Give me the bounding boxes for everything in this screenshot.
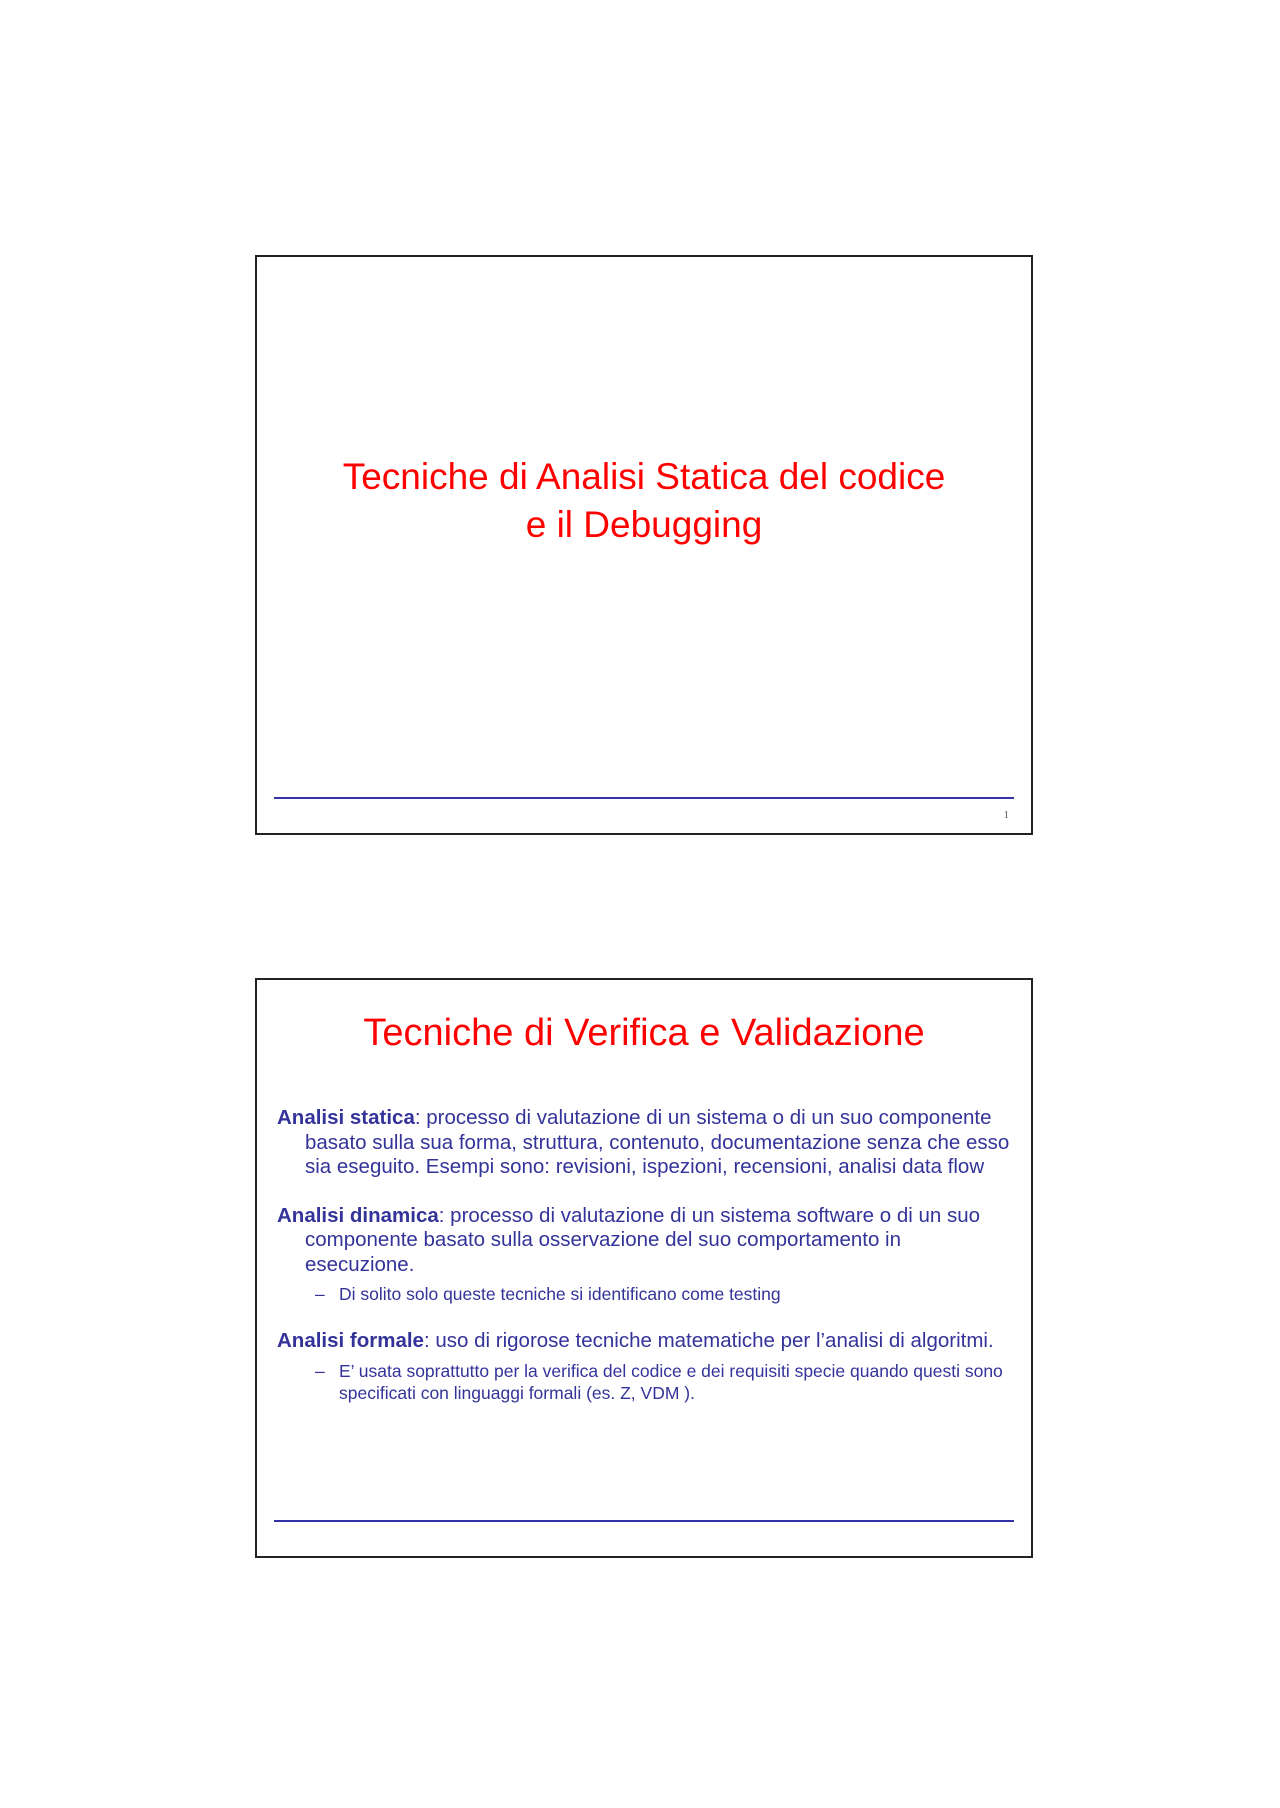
slide-1-title bbox=[257, 453, 1031, 549]
term-analisi-formale: Analisi formale bbox=[277, 1329, 424, 1352]
slide-1-title-line-1: Tecniche di Analisi Statica del codice bbox=[342, 456, 946, 497]
text-analisi-statica: : processo di valutazione di un sistema o di un suo componente basato sulla sua forma, struttura, contenuto, documentazione senza che esso sia eseguito. Esempi sono: revisioni, ispezioni, recensioni, analisi data flow bbox=[305, 1106, 1010, 1178]
text-analisi-dinamica: : processo di valutazione di un sistema software o di un suo componente basato sulla osservazione del suo comportamento in esecuzione. bbox=[305, 1203, 981, 1276]
text-analisi-formale: : uso di rigorose tecniche matematiche per l’analisi di algoritmi. bbox=[423, 1329, 994, 1352]
slide-1-title-line-2: e il Debugging bbox=[525, 504, 763, 545]
term-analisi-statica: Analisi statica bbox=[277, 1106, 415, 1129]
slide-1-page-number: 1 bbox=[1003, 809, 1009, 821]
sub-analisi-dinamica bbox=[277, 1283, 1013, 1305]
item-analisi-statica bbox=[277, 1106, 1013, 1180]
slide-2-title: Tecniche di Verifica e Validazione bbox=[363, 1012, 925, 1054]
dash-bullet: – bbox=[315, 1360, 325, 1381]
slide-1 bbox=[255, 255, 1033, 835]
term-analisi-dinamica: Analisi dinamica bbox=[277, 1203, 439, 1227]
slide-2 bbox=[255, 978, 1033, 1558]
dash-bullet: – bbox=[315, 1284, 325, 1304]
sub-text-analisi-dinamica: Di solito solo queste tecniche si identificano come testing bbox=[339, 1284, 781, 1304]
slide-2-footer-rule bbox=[274, 1520, 1014, 1522]
item-analisi-formale bbox=[277, 1329, 1013, 1354]
slide-1-footer-rule bbox=[274, 797, 1014, 799]
sub-analisi-formale bbox=[277, 1360, 1013, 1404]
sub-text-analisi-formale: E’ usata soprattutto per la verifica del codice e dei requisiti specie quando questi sono specificati con linguaggi formali (es. Z, VDM ). bbox=[339, 1360, 1003, 1403]
slide-2-content bbox=[277, 1106, 1013, 1404]
item-analisi-dinamica bbox=[277, 1204, 1013, 1278]
